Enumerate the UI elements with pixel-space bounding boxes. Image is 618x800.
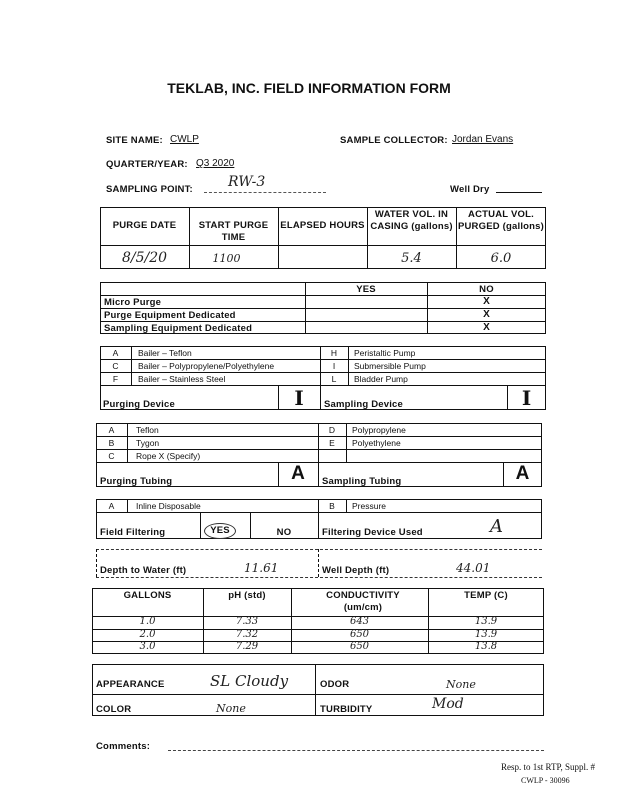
- footer-response: Resp. to 1st RTP, Suppl. #: [501, 762, 595, 772]
- tubing-code-b: B: [108, 438, 115, 448]
- yes-column-header: YES: [356, 284, 376, 295]
- purge-date-value[interactable]: 8/5/20: [121, 250, 168, 266]
- micro-purge-label: Micro Purge: [104, 297, 162, 308]
- purging-tubing-value[interactable]: A: [291, 463, 305, 484]
- observations-block: [92, 664, 544, 716]
- site-name-label: SITE NAME:: [106, 135, 163, 146]
- device-submersible-pump: Submersible Pump: [354, 361, 426, 371]
- device-code-i: I: [332, 361, 336, 371]
- tubing-code-e: E: [329, 438, 335, 448]
- page-title: TEKLAB, INC. FIELD INFORMATION FORM: [167, 80, 451, 96]
- site-name-value[interactable]: CWLP: [170, 134, 199, 145]
- device-bailer-poly: Bailer – Polypropylene/Polyethylene: [138, 361, 275, 371]
- tubing-tygon: Tygon: [136, 438, 160, 448]
- well-dry-field[interactable]: [496, 192, 542, 193]
- temp-header: TEMP (C): [464, 590, 508, 601]
- turbidity-value[interactable]: Mod: [432, 696, 464, 712]
- sampling-point-field[interactable]: [204, 174, 326, 193]
- purging-device-value[interactable]: I: [294, 386, 304, 410]
- filter-code-a: A: [108, 501, 115, 511]
- purging-device-label: Purging Device: [103, 399, 175, 410]
- conductivity-header: CONDUCTIVITY (um/cm): [326, 590, 400, 613]
- reading-2-gallons[interactable]: 2.0: [139, 629, 156, 640]
- comments-field[interactable]: [168, 750, 544, 751]
- reading-3-conductivity[interactable]: 650: [349, 641, 370, 652]
- sampling-tubing-label: Sampling Tubing: [322, 476, 402, 487]
- field-filtering-label: Field Filtering: [100, 527, 166, 538]
- sample-collector-value[interactable]: Jordan Evans: [452, 134, 514, 145]
- tubing-polyethylene: Polyethylene: [352, 438, 401, 448]
- reading-1-gallons[interactable]: 1.0: [139, 616, 156, 627]
- device-code-f: F: [112, 374, 119, 384]
- no-column-header: NO: [479, 284, 494, 295]
- color-label: COLOR: [96, 704, 132, 715]
- field-filtering-no[interactable]: NO: [276, 527, 292, 538]
- quarter-year-label: QUARTER/YEAR:: [106, 159, 188, 170]
- device-code-a: A: [112, 348, 119, 358]
- reading-3-temp[interactable]: 13.8: [474, 641, 498, 652]
- odor-value[interactable]: None: [446, 678, 476, 691]
- purge-equipment-dedicated-no[interactable]: X: [483, 309, 490, 320]
- reading-1-temp[interactable]: 13.9: [474, 616, 498, 627]
- reading-3-ph[interactable]: 7.29: [235, 641, 259, 652]
- actual-vol-purged-value[interactable]: 6.0: [490, 251, 512, 266]
- sampling-device-value[interactable]: I: [521, 386, 532, 410]
- micro-purge-no[interactable]: X: [483, 296, 490, 307]
- well-dry-label: Well Dry: [450, 184, 490, 195]
- sampling-point-label: SAMPLING POINT:: [106, 184, 193, 195]
- device-code-h: H: [330, 348, 338, 358]
- reading-2-conductivity[interactable]: 650: [349, 629, 370, 640]
- footer-bates-number: CWLP - 30096: [521, 776, 570, 785]
- sampling-device-label: Sampling Device: [324, 399, 404, 410]
- depth-top-line: [96, 549, 542, 550]
- sampling-equipment-dedicated-no[interactable]: X: [483, 322, 490, 333]
- filter-inline-disposable: Inline Disposable: [136, 501, 201, 511]
- device-peristaltic-pump: Peristaltic Pump: [354, 348, 416, 358]
- well-depth-label: Well Depth (ft): [322, 565, 390, 576]
- gallons-header: GALLONS: [123, 590, 172, 601]
- filtering-device-value[interactable]: A: [490, 516, 503, 537]
- well-depth-value[interactable]: 44.01: [456, 561, 491, 575]
- comments-label: Comments:: [96, 741, 151, 752]
- quarter-year-value[interactable]: Q3 2020: [196, 158, 235, 169]
- appearance-label: APPEARANCE: [96, 679, 165, 690]
- device-bailer-teflon: Bailer – Teflon: [138, 348, 192, 358]
- reading-1-ph[interactable]: 7.33: [235, 616, 259, 627]
- odor-label: ODOR: [320, 679, 350, 690]
- filtering-device-label: Filtering Device Used: [322, 527, 423, 538]
- purging-tubing-label: Purging Tubing: [100, 476, 173, 487]
- ph-header: pH (std): [228, 590, 266, 601]
- device-code-c: C: [112, 361, 119, 371]
- water-vol-casing-header: WATER VOL. IN CASING (gallons): [370, 209, 453, 232]
- depth-to-water-value[interactable]: 11.61: [244, 561, 279, 575]
- color-value[interactable]: None: [216, 702, 246, 715]
- water-vol-casing-value[interactable]: 5.4: [401, 251, 422, 266]
- device-bailer-stainless: Bailer – Stainless Steel: [138, 374, 226, 384]
- turbidity-label: TURBIDITY: [320, 704, 373, 715]
- actual-vol-purged-header: ACTUAL VOL. PURGED (gallons): [457, 209, 545, 232]
- start-purge-time-value[interactable]: 1100: [212, 252, 241, 265]
- start-purge-time-header: START PURGE TIME: [198, 220, 269, 243]
- depth-bottom-line: [96, 577, 542, 578]
- purge-date-header: PURGE DATE: [112, 220, 177, 231]
- tubing-code-c: C: [108, 451, 115, 461]
- elapsed-hours-header: ELAPSED HOURS: [280, 220, 365, 231]
- purge-equipment-dedicated-label: Purge Equipment Dedicated: [104, 310, 236, 321]
- tubing-teflon: Teflon: [136, 425, 159, 435]
- reading-3-gallons[interactable]: 3.0: [139, 641, 156, 652]
- sampling-point-value: RW-3: [228, 174, 266, 190]
- tubing-rope: Rope X (Specify): [136, 451, 201, 461]
- filter-code-b: B: [329, 501, 335, 511]
- tubing-polypropylene: Polypropylene: [352, 425, 406, 435]
- depth-to-water-label: Depth to Water (ft): [100, 565, 187, 576]
- field-filtering-yes[interactable]: YES: [204, 523, 236, 539]
- filter-pressure: Pressure: [352, 501, 387, 511]
- sampling-tubing-value[interactable]: A: [515, 463, 530, 484]
- tubing-code-a: A: [108, 425, 115, 435]
- tubing-code-d: D: [328, 425, 336, 435]
- reading-2-ph[interactable]: 7.32: [235, 629, 259, 640]
- device-bladder-pump: Bladder Pump: [354, 374, 408, 384]
- device-code-l: L: [331, 374, 337, 384]
- sample-collector-label: SAMPLE COLLECTOR:: [340, 135, 448, 146]
- reading-2-temp[interactable]: 13.9: [474, 629, 498, 640]
- reading-1-conductivity[interactable]: 643: [349, 616, 370, 627]
- appearance-value[interactable]: SL Cloudy: [210, 672, 289, 690]
- sampling-equipment-dedicated-label: Sampling Equipment Dedicated: [104, 323, 253, 334]
